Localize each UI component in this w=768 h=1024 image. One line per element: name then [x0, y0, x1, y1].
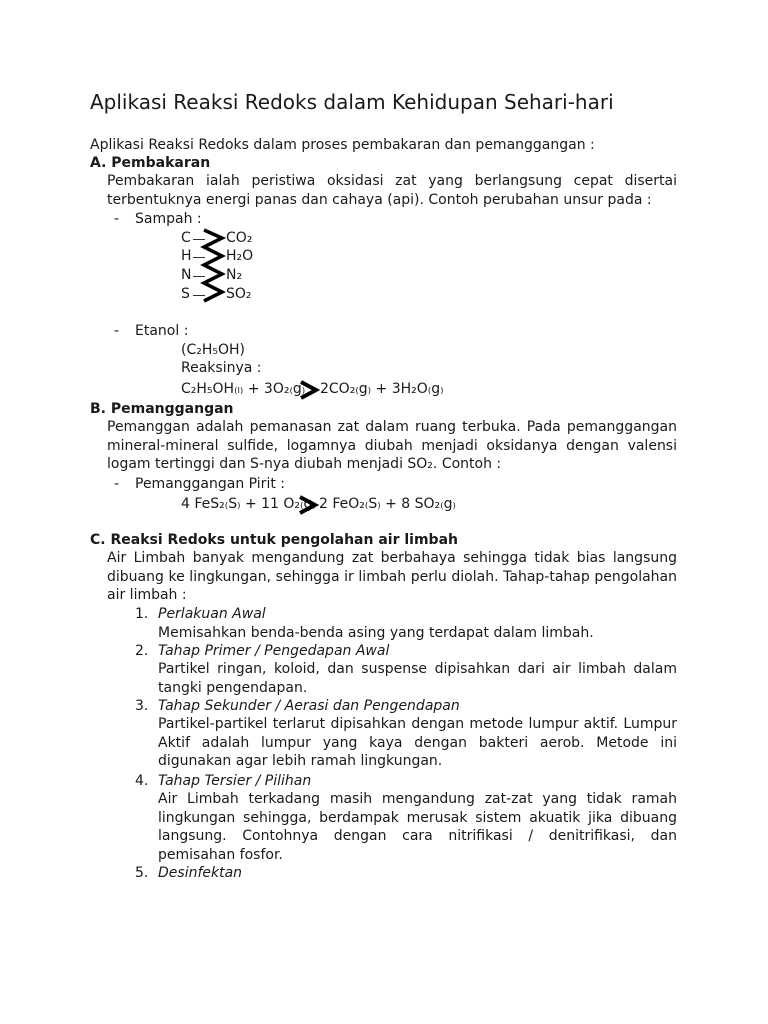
section-c-paragraph: Air Limbah banyak mengandung zat berbahaya sehingga tidak bias langsung dibuang ke lingkungan, sehingga ir limbah perlu diolah. Tahap-tahap pengolahan air limbah :: [107, 550, 677, 603]
step-number: 2.: [135, 643, 149, 659]
reaction-s-right: SO₂: [226, 286, 252, 302]
reaction-n-left: N: [181, 267, 192, 283]
section-a-heading: A. Pembakaran: [90, 155, 211, 171]
reaction-h-left: H: [181, 248, 192, 264]
reaction-s-left: S: [181, 286, 190, 302]
step-title: Desinfektan: [158, 865, 243, 881]
etanol-equation-right: 2CO₂₍g₎ + 3H₂O₍g₎: [320, 381, 444, 397]
step-title: Tahap Tersier / Pilihan: [158, 773, 312, 789]
section-c-heading: C. Reaksi Redoks untuk pengolahan air limbah: [90, 532, 458, 548]
step-desc: Partikel ringan, koloid, dan suspense dipisahkan dari air limbah dalam tangki pengendapan.: [158, 661, 677, 696]
bullet-sampah: Sampah :: [135, 211, 202, 227]
etanol-formula: (C₂H₅OH): [181, 342, 245, 358]
step-title: Tahap Primer / Pengedapan Awal: [158, 643, 390, 659]
step-number: 3.: [135, 698, 149, 714]
reaction-c-left: C: [181, 230, 191, 246]
page-title: Aplikasi Reaksi Redoks dalam Kehidupan Sehari-hari: [90, 90, 614, 114]
step-title: Tahap Sekunder / Aerasi dan Pengendapan: [158, 698, 460, 714]
intro-text: Aplikasi Reaksi Redoks dalam proses pembakaran dan pemanggangan :: [90, 137, 595, 153]
bullet-etanol: Etanol :: [135, 323, 189, 339]
step-desc: Partikel-partikel terlarut dipisahkan dengan metode lumpur aktif. Lumpur Aktif adalah lumpur yang kaya dengan bakteri aerob. Metode ini digunakan agar lebih ramah lingkungan.: [158, 716, 677, 769]
step-desc: Memisahkan benda-benda asing yang terdapat dalam limbah.: [158, 625, 594, 641]
section-b-paragraph: Pemanggan adalah pemanasan zat dalam ruang terbuka. Pada pemanggangan mineral-mineral sulfide, logamnya diubah menjadi oksidanya dengan valensi logam tertinggi dan S-nya diubah menjadi SO₂. Contoh :: [107, 419, 677, 472]
reaksinya-label: Reaksinya :: [181, 360, 262, 376]
step-number: 4.: [135, 773, 149, 789]
step-desc: Air Limbah terkadang masih mengandung zat-zat yang tidak ramah lingkungan sehingga, berdampak merusak sistem akuatik jika dibuang langsung. Contohnya dengan cara nitrifikasi / denitrifikasi, dan pemisahan fosfor.: [158, 791, 677, 863]
zigzag-arrow-icon: [200, 228, 226, 304]
bullet-dash: -: [114, 211, 120, 227]
etanol-equation-left: C₂H₅OH₍ₗ₎ + 3O₂₍g₎: [181, 381, 306, 397]
bullet-dash: -: [114, 476, 120, 492]
section-a-paragraph: Pembakaran ialah peristiwa oksidasi zat yang berlangsung cepat disertai terbentuknya energi panas dan cahaya (api). Contoh perubahan unsur pada :: [107, 173, 677, 208]
bullet-dash: -: [114, 323, 120, 339]
bullet-pirit: Pemanggangan Pirit :: [135, 476, 285, 492]
step-number: 5.: [135, 865, 149, 881]
pirit-equation-right: 2 FeO₂₍S₎ + 8 SO₂₍g₎: [319, 496, 456, 512]
reaction-arrow-icon: [298, 379, 320, 401]
reaction-h-right: H₂O: [226, 248, 254, 264]
step-title: Perlakuan Awal: [158, 606, 266, 622]
pirit-equation-left: 4 FeS₂₍S₎ + 11 O₂₍g₎: [181, 496, 316, 512]
section-b-heading: B. Pemanggangan: [90, 401, 234, 417]
step-number: 1.: [135, 606, 149, 622]
reaction-c-right: CO₂: [226, 230, 253, 246]
reaction-arrow-icon: [297, 494, 319, 516]
reaction-n-right: N₂: [226, 267, 243, 283]
